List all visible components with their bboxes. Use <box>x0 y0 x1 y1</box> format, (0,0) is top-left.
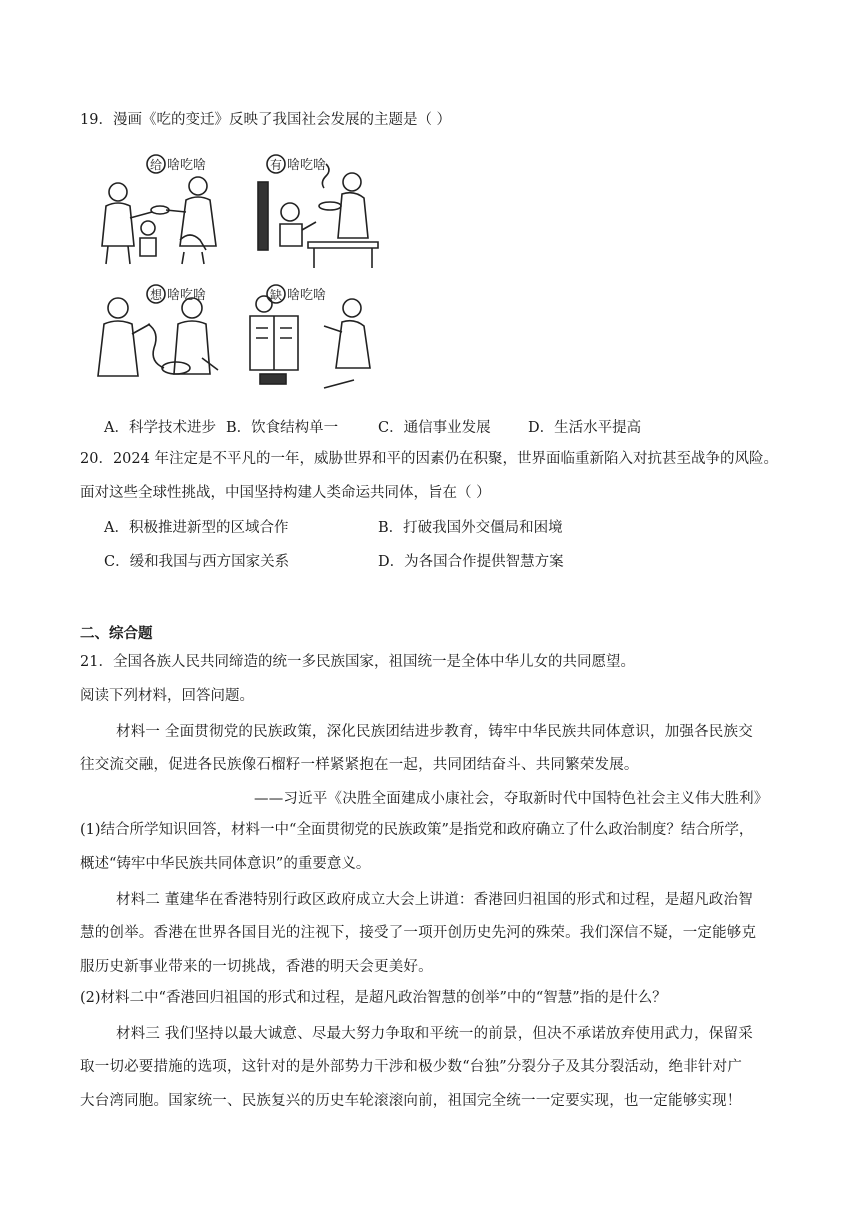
q20-option-b[interactable]: B．打破我国外交僵局和困境 <box>378 520 563 536</box>
subquestion-1-line1: (1)结合所学知识回答，材料一中“全面贯彻党的民族政策”是指党和政府确立了什么政治制度？结合所学， <box>80 822 754 838</box>
material-1-line1: 材料一 全面贯彻党的民族政策，深化民族团结进步教育，铸牢中华民族共同体意识，加强各民族交 <box>116 724 753 740</box>
q20-option-d[interactable]: D．为各国合作提供智慧方案 <box>378 554 564 570</box>
panel-2-caption: 啥吃啥 <box>287 158 327 173</box>
panel-4-badge: 缺 <box>270 288 283 302</box>
q19-option-c[interactable]: C．通信事业发展 <box>378 420 491 436</box>
material-2-line1: 材料二 董建华在香港特别行政区政府成立大会上讲道：香港回归祖国的形式和过程，是超凡政治智 <box>116 892 753 908</box>
comic-panel-2 <box>258 155 378 268</box>
panel-1-caption: 啥吃啥 <box>167 158 207 173</box>
question-19-stem: 19．漫画《吃的变迁》反映了我国社会发展的主题是（ ） <box>80 112 452 128</box>
question-20-stem-line2: 面对这些全球性挑战，中国坚持构建人类命运共同体，旨在（ ） <box>80 485 491 501</box>
material-2-line3: 服历史新事业带来的一切挑战，香港的明天会更美好。 <box>80 959 433 975</box>
comic-panel-4 <box>250 285 370 388</box>
subquestion-2: (2)材料二中“香港回归祖国的形式和过程，是超凡政治智慧的创举”中的“智慧”指的是什么？ <box>80 990 667 1006</box>
panel-1-badge: 给 <box>150 158 163 172</box>
q20-option-c[interactable]: C．缓和我国与西方国家关系 <box>104 554 290 570</box>
q20-option-a[interactable]: A．积极推进新型的区域合作 <box>104 520 289 536</box>
section-title: 二、综合题 <box>80 625 153 642</box>
comic-panel-1 <box>102 155 216 264</box>
comic-panel-3 <box>98 285 218 376</box>
q19-option-a[interactable]: A．科学技术进步 <box>104 420 216 436</box>
question-20-stem-line1: 20．2024 年注定是不平凡的一年，威胁世界和平的因素仍在积聚，世界面临重新陷入对抗甚至战争的风险。 <box>80 451 778 467</box>
material-3-line1: 材料三 我们坚持以最大诚意、尽最大努力争取和平统一的前景，但决不承诺放弃使用武力，保留采 <box>116 1026 753 1042</box>
material-3-line3: 大台湾同胞。国家统一、民族复兴的历史车轮滚滚向前，祖国完全统一一定要实现，也一定能够实现！ <box>80 1093 742 1109</box>
comic-image <box>94 148 394 398</box>
q19-option-b[interactable]: B．饮食结构单一 <box>226 420 339 436</box>
question-21-intro: 21．全国各族人民共同缔造的统一多民族国家，祖国统一是全体中华儿女的共同愿望。 <box>80 654 635 670</box>
material-1-line2: 往交流交融，促进各民族像石榴籽一样紧紧抱在一起，共同团结奋斗、共同繁荣发展。 <box>80 757 639 773</box>
panel-3-badge: 想 <box>150 288 163 302</box>
material-1-source: ——习近平《决胜全面建成小康社会，夺取新时代中国特色社会主义伟大胜利》 <box>254 791 769 807</box>
q19-option-d[interactable]: D．生活水平提高 <box>528 420 642 436</box>
subquestion-1-line2: 概述“铸牢中华民族共同体意识”的重要意义。 <box>80 856 371 872</box>
panel-3-caption: 啥吃啥 <box>167 288 207 303</box>
panel-4-caption: 啥吃啥 <box>287 288 327 303</box>
question-21-instruction: 阅读下列材料，回答问题。 <box>80 688 254 704</box>
material-3-line2: 取一切必要措施的选项，这针对的是外部势力干涉和极少数“台独”分裂分子及其分裂活动，绝非针对广 <box>80 1059 743 1075</box>
panel-2-badge: 有 <box>270 158 283 172</box>
material-2-line2: 慧的创举。香港在世界各国目光的注视下，接受了一项开创历史先河的殊荣。我们深信不疑，一定能够克 <box>80 925 757 941</box>
